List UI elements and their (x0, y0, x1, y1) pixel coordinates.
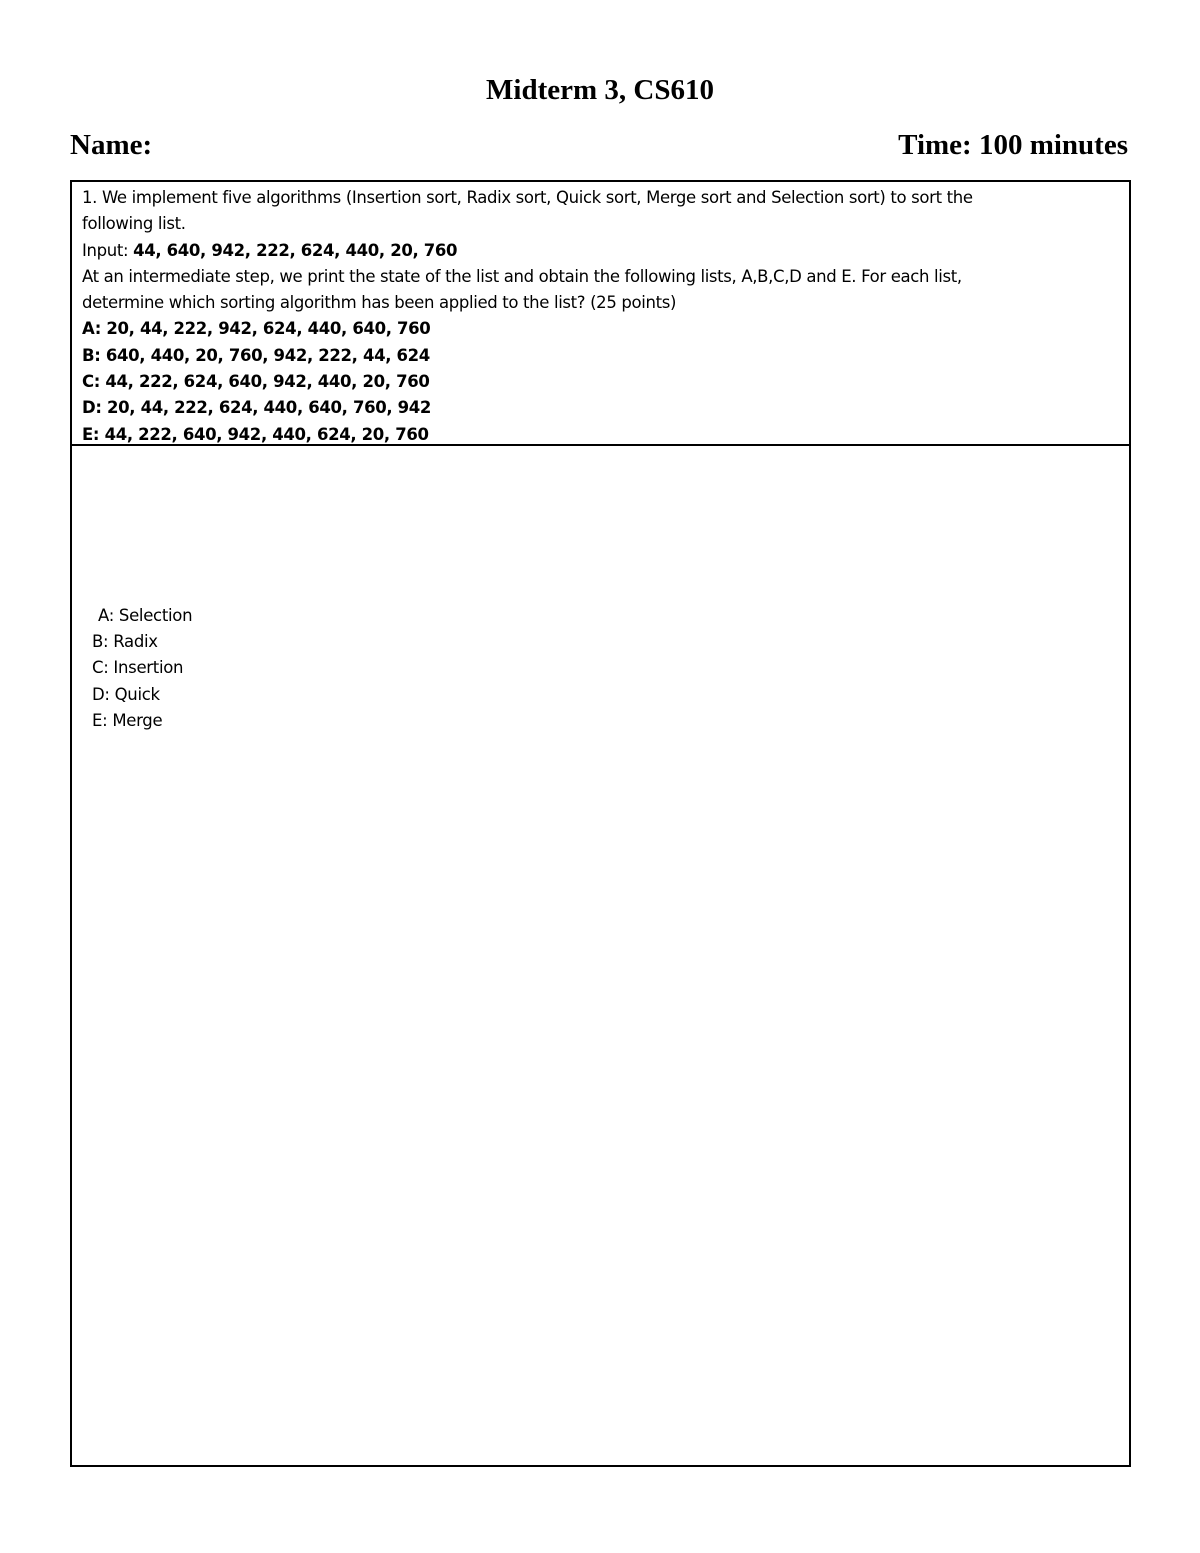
input-values: 44, 640, 942, 222, 624, 440, 20, 760 (133, 240, 458, 260)
list-d: D: 20, 44, 222, 624, 440, 640, 760, 942 (82, 398, 432, 418)
list-a: A: 20, 44, 222, 942, 624, 440, 640, 760 (82, 319, 431, 339)
list-e: E: 44, 222, 640, 942, 440, 624, 20, 760 (82, 424, 429, 444)
answer-box (70, 444, 1131, 1467)
answer-e: E: Merge (92, 710, 163, 730)
answer-list (92, 603, 192, 734)
page-title: Midterm 3, CS610 (486, 74, 714, 106)
answer-c: C: Insertion (92, 658, 184, 678)
question-line: determine which sorting algorithm has been applied to the list? (25 points) (82, 293, 677, 313)
answer-d: D: Quick (92, 684, 160, 704)
question-text (82, 185, 1112, 448)
answer-b: B: Radix (92, 632, 158, 652)
question-line: At an intermediate step, we print the state of the list and obtain the following lists, A,B,C,D and E. For each list, (82, 266, 962, 286)
input-label: Input: (82, 240, 134, 260)
list-b: B: 640, 440, 20, 760, 942, 222, 44, 624 (82, 345, 430, 365)
time-label: Time: 100 minutes (898, 129, 1128, 161)
question-line: 1. We implement five algorithms (Insertion sort, Radix sort, Quick sort, Merge sort and Selection sort) to sort the (82, 188, 973, 207)
name-label: Name: (70, 129, 153, 161)
question-line: following list. (82, 214, 186, 234)
input-line (82, 238, 1112, 264)
answer-a: A: Selection (98, 606, 193, 625)
question-box (70, 180, 1131, 446)
list-c: C: 44, 222, 624, 640, 942, 440, 20, 760 (82, 372, 430, 392)
